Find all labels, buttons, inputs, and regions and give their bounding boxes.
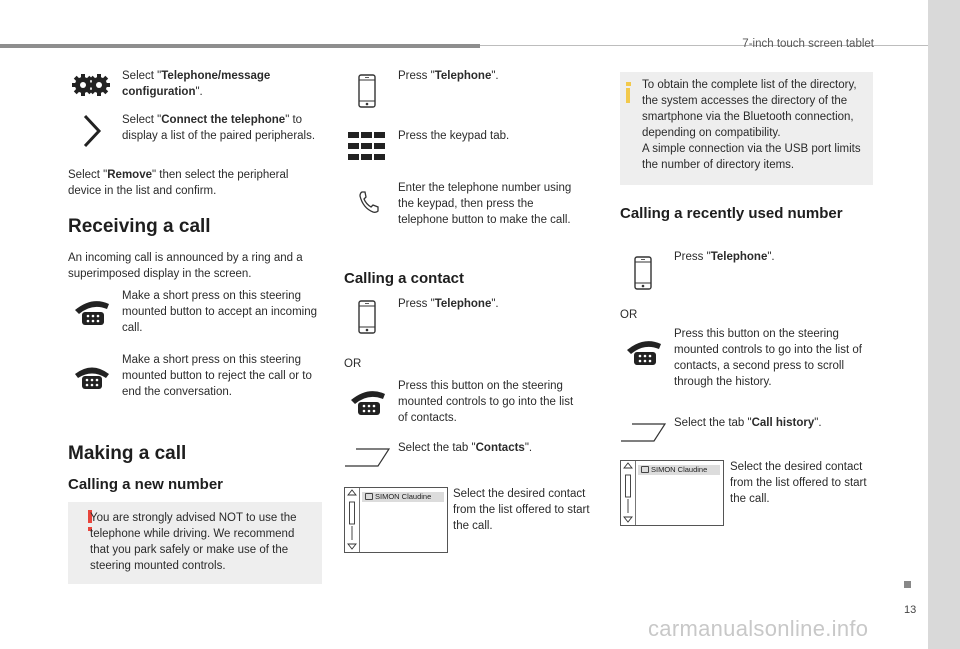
warning-note (68, 502, 322, 584)
phone-reject-icon (72, 364, 112, 392)
contact-card-icon (641, 466, 649, 473)
contact-list-thumbnail (344, 487, 448, 553)
or-label-2: OR (620, 309, 638, 321)
enter-number-step: Enter the telephone number using the keypad, then press the telephone button to make the call. (398, 182, 572, 226)
receiving-intro: An incoming call is announced by a ring and a superimposed display in the screen. (68, 252, 303, 280)
page-number: 13 (904, 604, 917, 616)
press-telephone-step-2: Press "Telephone". (398, 298, 499, 310)
contact-row (638, 465, 720, 475)
list-scrollbar (345, 488, 360, 552)
heading-new-number: Calling a new number (68, 476, 224, 493)
warning-text: You are strongly advised NOT to use the telephone while driving. We recommend that you park safely or make use of the steering mounted controls. (90, 512, 297, 572)
step-connect-telephone: Select "Connect the telephone" to display a list of the paired peripherals. (122, 114, 316, 142)
tab-icon (344, 446, 390, 468)
step-remove-peripheral: Select "Remove" then select the peripheral device in the list and confirm. (68, 169, 289, 197)
scroll-arrows-icon (345, 488, 359, 552)
heading-making-call: Making a call (68, 443, 187, 464)
contact-name: SIMON Claudine (375, 492, 432, 501)
handset-icon (357, 190, 379, 214)
heading-recent-number: Calling a recently used number (620, 205, 843, 222)
phone-accept-icon (348, 388, 388, 418)
contacts-tab-step: Select the tab "Contacts". (398, 442, 533, 454)
info-accent-bar (626, 88, 630, 103)
list-scrollbar (621, 461, 636, 525)
scroll-arrows-icon (621, 461, 635, 525)
page-edge-strip (928, 0, 960, 649)
tab-icon (620, 421, 666, 443)
keypad-icon (348, 132, 386, 160)
heading-calling-contact: Calling a contact (344, 270, 465, 287)
smartphone-icon (634, 256, 652, 290)
end-of-section-marker (904, 581, 911, 588)
keypad-tab-step: Press the keypad tab. (398, 130, 510, 142)
steering-contacts-step: Press this button on the steering mounted controls to go into the list of contacts. (398, 380, 574, 424)
phone-accept-icon (72, 298, 112, 328)
or-label: OR (344, 358, 362, 370)
gears-icon (72, 70, 110, 100)
press-telephone-step-3: Press "Telephone". (674, 251, 775, 263)
accept-call-text: Make a short press on this steering mounted button to accept an incoming call. (122, 290, 317, 334)
section-title: 7-inch touch screen tablet (742, 38, 874, 50)
steering-history-step: Press this button on the steering mounted controls to go into the list of contacts, a second press to scroll through the history. (674, 328, 862, 388)
heading-receiving-call: Receiving a call (68, 216, 211, 237)
select-contact-step-2: Select the desired contact from the list offered to start the call. (730, 461, 867, 505)
chevron-right-icon (82, 114, 102, 148)
phone-accept-icon (624, 338, 664, 368)
contact-name: SIMON Claudine (651, 465, 708, 474)
select-contact-step: Select the desired contact from the list offered to start the call. (453, 488, 590, 532)
watermark: carmanualsonline.info (648, 616, 869, 641)
press-telephone-step: Press "Telephone". (398, 70, 499, 82)
reject-call-text: Make a short press on this steering mounted button to reject the call or to end the conversation. (122, 354, 312, 398)
contact-list-thumbnail-2 (620, 460, 724, 526)
call-history-tab-step: Select the tab "Call history". (674, 417, 822, 429)
info-dot (626, 82, 631, 86)
header-rule (0, 44, 480, 48)
smartphone-icon (358, 300, 376, 334)
info-note (620, 72, 873, 185)
info-text: To obtain the complete list of the directory, the system accesses the directory of the smartphone via the Bluetooth connection, depending on compatibility. A simple connection via the USB port limits the number of directory items. (642, 79, 861, 171)
contact-row (362, 492, 444, 502)
contact-card-icon (365, 493, 373, 500)
smartphone-icon (358, 74, 376, 108)
step-telephone-config: Select "Telephone/message configuration". (122, 70, 271, 98)
